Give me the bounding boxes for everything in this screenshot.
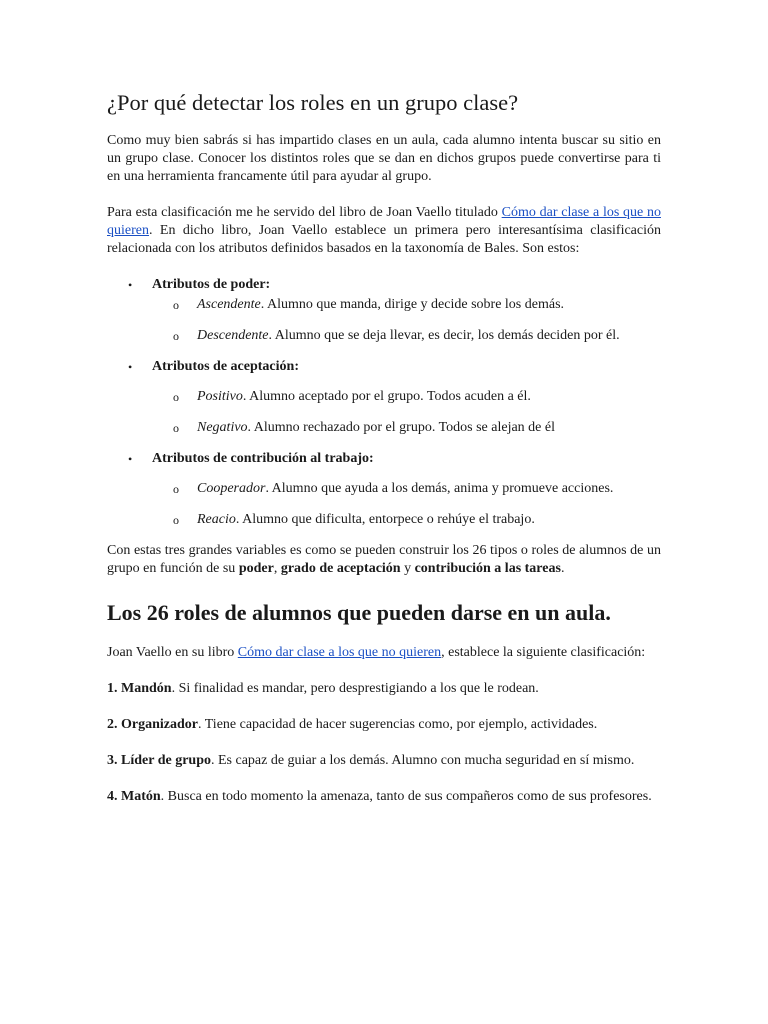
document-page	[107, 88, 661, 824]
list-item	[152, 511, 661, 529]
role-name: 3. Líder de grupo	[107, 753, 211, 768]
bullet-icon: •	[128, 278, 133, 292]
book-link-2[interactable]: Cómo dar clase a los que no quieren	[237, 645, 442, 660]
attributes-list	[107, 276, 661, 529]
attribute-desc: . Alumno rechazado por el grupo. Todos se alejan de él	[247, 420, 555, 435]
summary-sep: ,	[273, 561, 281, 576]
circle-bullet-icon: o	[173, 513, 179, 527]
attribute-term: Positivo	[197, 389, 243, 404]
bullet-icon: •	[128, 360, 133, 374]
role-desc: . Es capaz de guiar a los demás. Alumno con mucha seguridad en sí mismo.	[210, 753, 635, 768]
attribute-sublist	[152, 388, 661, 437]
book-link[interactable]: Cómo dar clase a los que no quieren	[107, 205, 661, 238]
attribute-group-power	[107, 276, 661, 345]
roles-intro-paragraph	[107, 644, 661, 662]
roles-intro-after: , establece la siguiente clasificación:	[441, 645, 646, 660]
role-item-2	[107, 716, 661, 734]
role-name: 4. Matón	[107, 789, 161, 804]
attribute-desc: . Alumno aceptado por el grupo. Todos acuden a él.	[242, 389, 531, 404]
summary-bold-power: poder	[238, 561, 274, 576]
attribute-label: Atributos de poder:	[152, 277, 271, 292]
list-item	[152, 296, 661, 314]
attribute-term: Reacio	[197, 512, 236, 527]
role-item-1	[107, 680, 661, 698]
role-item-4	[107, 788, 661, 806]
attribute-term: Ascendente	[197, 297, 261, 312]
attribute-desc: . Alumno que manda, dirige y decide sobre los demás.	[260, 297, 565, 312]
roles-intro-before: Joan Vaello en su libro	[107, 645, 238, 660]
summary-paragraph	[107, 542, 661, 578]
summary-end: .	[560, 561, 565, 576]
circle-bullet-icon: o	[173, 329, 179, 343]
role-desc: . Tiene capacidad de hacer sugerencias como, por ejemplo, actividades.	[198, 717, 598, 732]
bullet-icon: •	[128, 452, 133, 466]
attribute-label: Atributos de contribución al trabajo:	[152, 451, 374, 466]
attribute-desc: . Alumno que dificulta, entorpece o rehúye el trabajo.	[235, 512, 535, 527]
attribute-sublist	[152, 480, 661, 529]
list-item	[152, 480, 661, 498]
attribute-sublist	[152, 296, 661, 345]
section-title-26-roles: Los 26 roles de alumnos que pueden darse en un aula.	[107, 600, 611, 625]
role-desc: . Busca en todo momento la amenaza, tanto de sus compañeros como de sus profesores.	[160, 789, 652, 804]
role-name: 1. Mandón	[107, 681, 172, 696]
circle-bullet-icon: o	[173, 390, 179, 404]
circle-bullet-icon: o	[173, 482, 179, 496]
attribute-group-contribution	[107, 450, 661, 529]
summary-bold-acceptance: grado de aceptación	[280, 561, 401, 576]
attribute-desc: . Alumno que ayuda a los demás, anima y promueve acciones.	[265, 481, 614, 496]
list-item	[152, 388, 661, 406]
summary-text: Con estas tres grandes variables es como se pueden construir los 26 tipos o roles de alumnos de un grupo en función de su	[107, 543, 661, 576]
attribute-term: Descendente	[197, 328, 269, 343]
summary-sep: y	[400, 561, 415, 576]
source-paragraph	[107, 204, 661, 258]
attribute-label: Atributos de aceptación:	[152, 359, 299, 374]
section-title-roles-detection: ¿Por qué detectar los roles en un grupo clase?	[107, 90, 519, 115]
circle-bullet-icon: o	[173, 298, 179, 312]
source-text-before: Para esta clasificación me he servido del libro de Joan Vaello titulado	[107, 205, 502, 220]
attribute-term: Cooperador	[197, 481, 266, 496]
attribute-desc: . Alumno que se deja llevar, es decir, los demás deciden por él.	[268, 328, 620, 343]
role-name: 2. Organizador	[107, 717, 198, 732]
intro-paragraph: Como muy bien sabrás si has impartido clases en un aula, cada alumno intenta buscar su sitio en un grupo clase. Conocer los distintos roles que se dan en dichos grupos puede convertirse para ti en una herramienta francamente útil para ayudar al grupo.	[107, 133, 661, 184]
source-text-after: . En dicho libro, Joan Vaello establece un primera pero interesantísima clasificación relacionada con los atributos definidos basados en la taxonomía de Bales. Son estos:	[107, 223, 661, 256]
summary-bold-contribution: contribución a las tareas	[414, 561, 561, 576]
list-item	[152, 327, 661, 345]
role-item-3	[107, 752, 661, 770]
list-item	[152, 419, 661, 437]
attribute-group-acceptance	[107, 358, 661, 437]
attribute-term: Negativo	[197, 420, 248, 435]
role-desc: . Si finalidad es mandar, pero desprestigiando a los que le rodean.	[171, 681, 539, 696]
circle-bullet-icon: o	[173, 421, 179, 435]
